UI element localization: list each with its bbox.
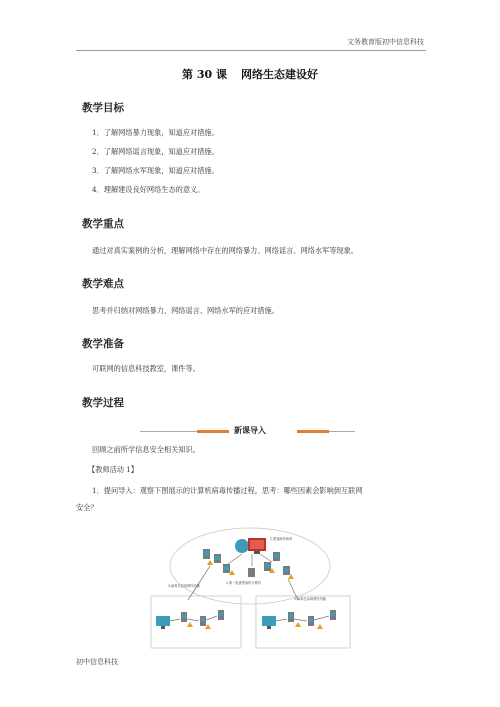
objective-item: 1．了解网络暴力现象，知道应对措施。 — [92, 128, 219, 137]
subheading-rule-right — [329, 431, 355, 432]
preparation-text: 可联网的信息科技教室，课件等。 — [92, 364, 200, 373]
key-points-heading: 教学重点 — [82, 218, 124, 230]
virus-spread-diagram — [148, 524, 353, 651]
infected-computers-icons — [203, 549, 290, 577]
header-divider — [76, 50, 426, 51]
objective-item: 3．了解网络水军现象，知道应对措施。 — [92, 166, 219, 175]
process-heading: 教学过程 — [82, 397, 124, 409]
activity-text-continued: 安全？ — [76, 503, 98, 512]
label-lan-right: 3.病毒在局域网内传播 — [294, 597, 326, 601]
difficulties-heading: 教学难点 — [82, 278, 124, 290]
subheading-bar-right — [297, 430, 329, 433]
activity-label: 【教师活动 1】 — [88, 465, 138, 474]
objective-item: 2．了解网络谣言现象，知道应对措施。 — [92, 147, 219, 156]
lesson-number: 第 30 课 — [182, 68, 227, 81]
label-first-infected: 2.第一批被感染的计算机 — [226, 581, 261, 585]
subheading-new-lesson: 新课导入 — [234, 426, 266, 435]
page-footer: 初中信息科技 — [76, 658, 118, 666]
lan-arrows — [170, 616, 329, 621]
key-points-text: 通过对真实案例的分析，理解网络中存在的网络暴力、网络谣言、网络水军等现象。 — [92, 246, 358, 255]
objectives-heading: 教学目标 — [82, 102, 124, 114]
lesson-name: 网络生态建设好 — [240, 68, 318, 81]
lesson-title — [0, 66, 500, 82]
preparation-heading: 教学准备 — [82, 338, 124, 350]
page-header: 文务教育版初中信息科技 — [347, 38, 424, 46]
process-intro: 回顾之前所学信息安全相关知识。 — [92, 445, 200, 454]
label-lan-left: 3.病毒在局域网内传播 — [168, 584, 200, 588]
objective-item: 4．理解建设良好网络生态的意义。 — [92, 185, 205, 194]
spread-arrows — [188, 554, 298, 600]
difficulties-text: 思考并归纳对网络暴力、网络谣言、网络水军的应对措施。 — [92, 306, 279, 315]
hacker-computer-icon — [235, 538, 266, 554]
label-hacker: 1.黑客制作病毒 — [270, 537, 293, 541]
activity-text: 1．提问导入：观察下图展示的计算机病毒传播过程，思考：哪些因素会影响到互联网 — [92, 486, 363, 495]
